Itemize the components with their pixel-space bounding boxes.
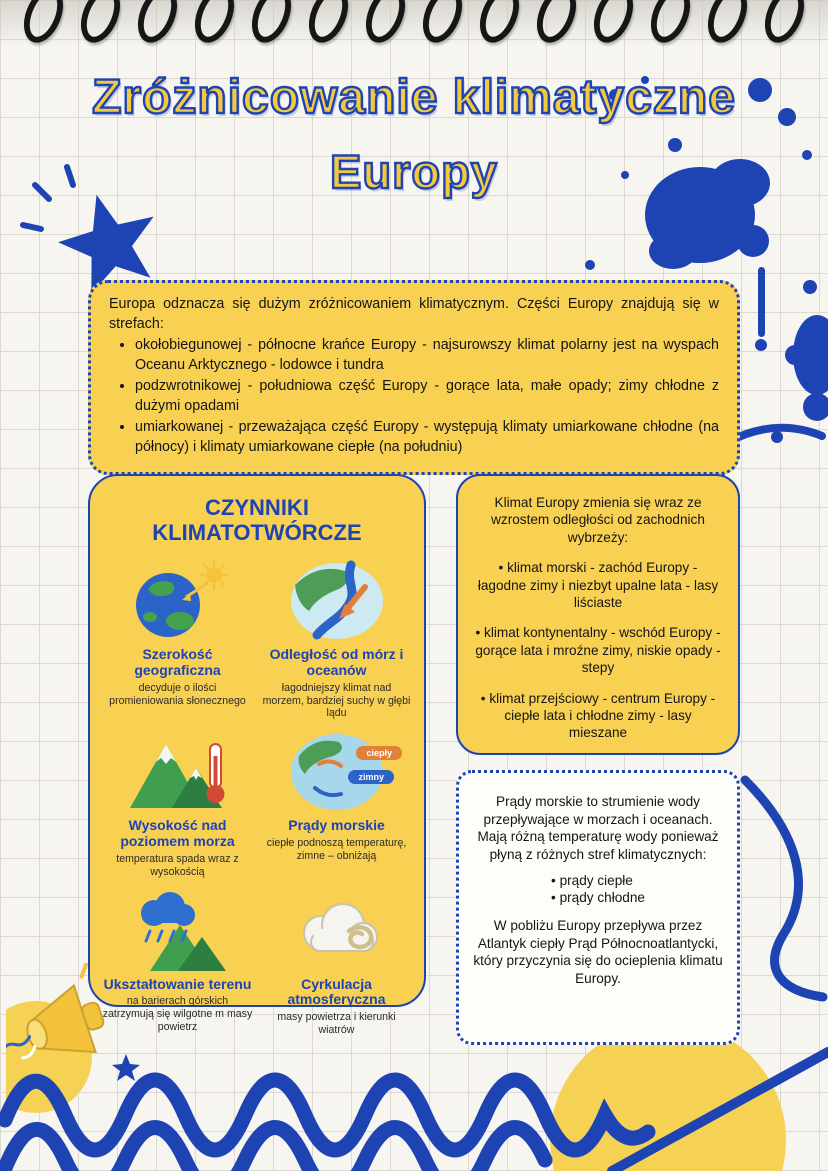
- factor-latitude: [102, 559, 253, 720]
- factor-altitude: [102, 730, 253, 878]
- intro-bullet: • podzwrotnikowej - południowa część Europy - gorące lata, małe opady; zimy chłodne z dużymi opadami: [135, 377, 719, 416]
- spiral-ring: [73, 0, 127, 48]
- climate-factors-card: [88, 474, 426, 1036]
- factors-grid: [102, 559, 412, 1036]
- factors-card-title: [102, 496, 412, 545]
- spiral-ring: [472, 0, 526, 48]
- factor-desc: decyduje o ilości promieniowania słonecznego: [109, 681, 246, 707]
- factor-desc: łagodniejszy klimat nad morzem, bardziej suchy w głębi lądu: [262, 681, 411, 720]
- rain-cloud-mountain-icon: [102, 889, 253, 973]
- spiral-ring: [586, 0, 640, 48]
- zones-lead: Klimat Europy zmienia się wraz ze wzrostem odległości od zachodnich wybrzeży:: [491, 495, 705, 545]
- mountain-thermometer-icon: [102, 730, 253, 814]
- zones-bullet-list: [470, 559, 726, 742]
- sea-currents-icon: [261, 730, 412, 814]
- swoosh-line-icon: [735, 775, 828, 1005]
- factor-circulation: [261, 889, 412, 1037]
- warm-current-label: ciepły: [356, 746, 402, 760]
- spiral-ring: [130, 0, 184, 48]
- spiral-ring: [700, 0, 754, 48]
- wind-cloud-icon: [261, 889, 412, 973]
- sea-currents-card: [456, 770, 740, 1045]
- factor-desc: na barierach górskich zatrzymują się wilgotne m masy powietrz: [102, 995, 253, 1034]
- spiral-ring: [529, 0, 583, 48]
- factor-sea-distance: [261, 559, 412, 720]
- factor-desc: ciepłe podnoszą temperaturę, zimne – obniżają: [266, 837, 407, 862]
- currents-bullet: • prądy ciepłe: [551, 872, 645, 890]
- factor-desc: masy powietrza i kierunki wiatrów: [277, 1010, 396, 1036]
- zones-bullet: • klimat morski - zachód Europy - łagodne zimy i niezbyt upalne lata - lasy liściaste: [474, 559, 722, 611]
- page-title-line1: Zróżnicowanie klimatyczne: [92, 71, 736, 124]
- zones-bullet: • klimat przejściowy - centrum Europy - ciepłe lata i chłodne zimy - lasy mieszane: [474, 690, 722, 742]
- factor-name: Odległość od mórz i oceanów: [269, 646, 404, 678]
- factor-name: Cyrkulacja atmosferyczna: [287, 975, 386, 1008]
- intro-bullet: • okołobiegunowej - północne krańce Europy - najsurowszy klimat polarny jest na wyspach Oceanu Arktycznego - lodowce i tundra: [135, 336, 719, 375]
- climate-zones-card: [456, 474, 740, 755]
- intro-bullet-list: [109, 336, 719, 457]
- zones-bullet: • klimat kontynentalny - wschód Europy - gorące lata i mroźne zimy, niskie opady - stepy: [474, 624, 722, 676]
- coast-river-icon: [261, 559, 412, 643]
- factors-title-line2: KLIMATOTWÓRCZE: [152, 519, 362, 545]
- currents-outro: W pobliżu Europy przepływa przez Atlantyk ciepły Prąd Północnoatlantycki, który przyczynia się do ocieplenia klimatu Europy.: [473, 918, 723, 987]
- spiral-ring: [244, 0, 298, 48]
- intro-bullet: • umiarkowanej - przeważająca część Europy - występują klimaty umiarkowane chłodne (na północy) i klimaty umiarkowane ciepłe (na południu): [135, 418, 719, 457]
- page-title-line2: Europy: [330, 145, 498, 198]
- spiral-ring: [643, 0, 697, 48]
- factor-desc: temperatura spada wraz z wysokością: [116, 852, 239, 878]
- factor-sea-currents: [261, 730, 412, 878]
- intro-box: [88, 280, 740, 475]
- intro-lead: Europa odznacza się dużym zróżnicowaniem klimatycznym. Części Europy znajdują się w strefach:: [109, 296, 719, 332]
- factor-name: Prądy morskie: [288, 817, 385, 834]
- cold-current-label: zimny: [348, 770, 394, 784]
- spiral-binding: [26, 0, 802, 44]
- factor-name: Ukształtowanie terenu: [103, 975, 252, 992]
- factor-name: Wysokość nad poziomem morza: [120, 817, 235, 850]
- factor-terrain: [102, 889, 253, 1037]
- spiral-ring: [415, 0, 469, 48]
- page-title: [0, 71, 828, 198]
- spiral-ring: [301, 0, 355, 48]
- spiral-ring: [358, 0, 412, 48]
- factor-name: Szerokość geograficzna: [134, 646, 221, 678]
- currents-bullet-list: [551, 872, 645, 907]
- spiral-ring: [187, 0, 241, 48]
- factors-title-line1: CZYNNIKI: [205, 495, 309, 520]
- currents-lead: Prądy morskie to strumienie wody przepływające w morzach i oceanach. Mają różną temperaturę wody ponieważ płyną z różnych stref klimatycznych:: [477, 794, 719, 863]
- currents-bullet: • prądy chłodne: [551, 889, 645, 907]
- globe-sun-icon: [102, 559, 253, 643]
